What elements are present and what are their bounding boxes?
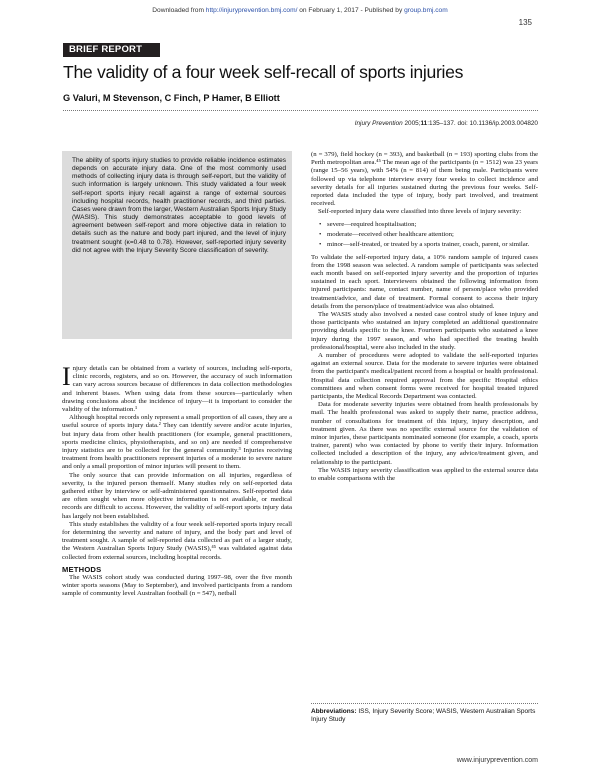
abstract-box: The ability of sports injury studies to provide reliable incidence estimates depends on accurate injury data. One of the most commonly used methods of collecting injury data is through self-report, but the validity of such information is largely unknown. This study validated a four week self-report sports injury recall against a range of external sources including hospital records, health practitioner records, and third parties. Cases were drawn from the larger, Western Australian Sports Injury Study (WASIS). This study demonstrates acceptable to good levels of agreement between self-report and more objective data in relation to details such as the nature and body part injured, and the level of injury treatment sought (κ=0.48 to 0.78). However, self-reported injury severity did not agree with the Injury Severity Score classification of severity.: [62, 151, 292, 339]
bullet-icon: •: [319, 241, 322, 249]
left-column: [62, 362, 292, 599]
download-middle: on February 1, 2017 - Published by: [297, 7, 405, 14]
abbreviations-note: [311, 708, 538, 724]
citation-line: [355, 120, 538, 127]
procedures-paragraph: A number of procedures were adopted to validate the self-reported injuries against an external source. Data for the moderate to severe injuries were obtained from the participant's medical/patient record from a hospital or health professional. Hospital data collection required approval from the specific Hospital ethics committees and when consent forms were received for hospital treated injured participants, the Medical Records Department was contacted.: [311, 352, 538, 401]
journal-link[interactable]: http://injuryprevention.bmj.com/: [205, 7, 298, 14]
publisher-link[interactable]: group.bmj.com: [404, 7, 448, 14]
bullet-icon: •: [319, 220, 322, 228]
list-item: [319, 241, 538, 249]
citation-details: 2005;: [402, 120, 421, 127]
list-item-text: severe—required hospitalisation;: [327, 220, 417, 228]
download-banner: [0, 7, 600, 14]
intro-paragraph-2: Although hospital records only represent a small proportion of all cases, they are a useful source of sports injury data.² They can identify severe and/or acute injuries, but injury data from other health practitioners (for example, general practitioners, sports medicine clinics, physiotherapists, and so on) are needed if comprehensive injury statistics are to be collected for the general community.³ Injuries receiving treatment from health practitioners represent injuries of a moderate to severe nature and only a small proportion of minor injuries will present to them.: [62, 414, 292, 471]
download-prefix: Downloaded from: [152, 7, 206, 14]
intro-paragraph-4: This study establishes the validity of a four week self-reported sports injury recall for determining the severity and nature of injury, and the body part and level of treatment sought. A sample of self-reported data collected as part of a larger study, the Western Australian Sports Injury Study (WASIS),⁴⁵ was validated against data collected from external sources, including hospital records.: [62, 520, 292, 561]
list-item-text: moderate—received other healthcare attention;: [327, 231, 454, 239]
moderate-data-paragraph: Data for moderate severity injuries were obtained from health professionals by mail. The health professional was asked to supply their name, practice address, number of consultations for treatment of this injury, injury description, and treatment given. As there was no specific external source for the validation of minor injuries, these participants nominated someone (for example, a coach, sports trainer, parent) who was contacted by phone to verify their injury. Information collected included a description of the injury, any advice/treatment given, and relationship to the participant.: [311, 401, 538, 466]
citation-pages: :135–137. doi: 10.1136/ip.2003.004820: [427, 120, 538, 127]
article-title: The validity of a four week self-recall of sports injuries: [63, 62, 464, 82]
severity-list: [311, 221, 538, 250]
list-item-text: minor—self-treated, or treated by a sports trainer, coach, parent, or similar.: [327, 241, 530, 249]
section-label: BRIEF REPORT: [63, 43, 160, 57]
validation-paragraph: To validate the self-reported injury data, a 10% random sample of injured cases from the 1998 season was selected. A random sample of participants was selected each month based on self-reported injury severity and the proportion of injuries sustained in each sport. Interviewers obtained the following information from injured participants: name, contact number, name of person/place who provided treatment/advice, and date of treatment. Formal consent to access their injury details from the person/place of treatment/advice was also obtained.: [311, 253, 538, 310]
bullet-icon: •: [319, 231, 322, 239]
abbreviations-text: ISS, Injury Severity Score; WASIS, Western Australian Sports Injury Study: [311, 708, 536, 724]
methods-paragraph-2: (n = 379), field hockey (n = 393), and basketball (n = 193) sporting clubs from the Perth metropolitan area.⁴⁵ The mean age of the participants (n = 1512) was 23 years (range 15–56 years), with 54% (n = 814) of them being male. Participants were followed up via telephone interview every four weeks to collect incidence and severity details for all injuries sustained during the previous four weeks. Self-reported data included the type of injury, body part involved, and treatment received.: [311, 151, 538, 208]
dotted-divider: [63, 110, 538, 111]
methods-paragraph-1: The WASIS cohort study was conducted during 1997–98, over the five month winter sports seasons (May to September), and involved participants from a random sample of community level Australian football (n = 547), netball: [62, 574, 292, 598]
intro-paragraph-3: The only source that can provide information on all injuries, regardless of severity, is the injured person themself. Many studies rely on self-reported data gathered either by interview or self-administered questionnaires. Self-reported data are often sought when more objective information is not available, or medical records are difficult to access. However, the validity of self-report sports injury data has largely not been established.: [62, 471, 292, 520]
page-number: 135: [518, 18, 532, 27]
citation-volume: 11: [420, 120, 428, 127]
abbreviations-divider: [311, 703, 538, 704]
abbreviations-label: Abbreviations:: [311, 708, 357, 715]
list-item: [319, 221, 538, 229]
intro-paragraph-1: [62, 362, 292, 414]
author-list: G Valuri, M Stevenson, C Finch, P Hamer, B Elliott: [63, 93, 280, 103]
knee-study-paragraph: The WASIS study also involved a nested case control study of knee injury and those participants who sustained an injury completed an additional questionnaire providing details specific to the knee. Fourteen participants who sustained a knee injury during the 1997 season, and who had specified the treating health professional/hospital, were also included in the study.: [311, 311, 538, 351]
drop-cap: I: [62, 362, 71, 391]
footer-url: www.injuryprevention.com: [456, 757, 538, 764]
list-item: [319, 231, 538, 239]
intro-paragraph-1-text: njury details can be obtained from a variety of sources, including self-reports, clinic records, registers, and so on. However, the accuracy of such information can vary across sources because of differences in data collection methodologies and inherent biases. When using data from these sources—particularly when drawing conclusions about the incidence of injury—it is important to consider the validity of the information.¹: [62, 365, 292, 414]
methods-heading: METHODS: [62, 564, 102, 574]
severity-intro-paragraph: Self-reported injury data were classified into three levels of injury severity:: [318, 208, 522, 216]
citation-journal: Injury Prevention: [354, 120, 403, 127]
right-column: [311, 151, 538, 483]
classification-paragraph: The WASIS injury severity classification was applied to the external source data to enable comparisons with the: [311, 466, 538, 483]
